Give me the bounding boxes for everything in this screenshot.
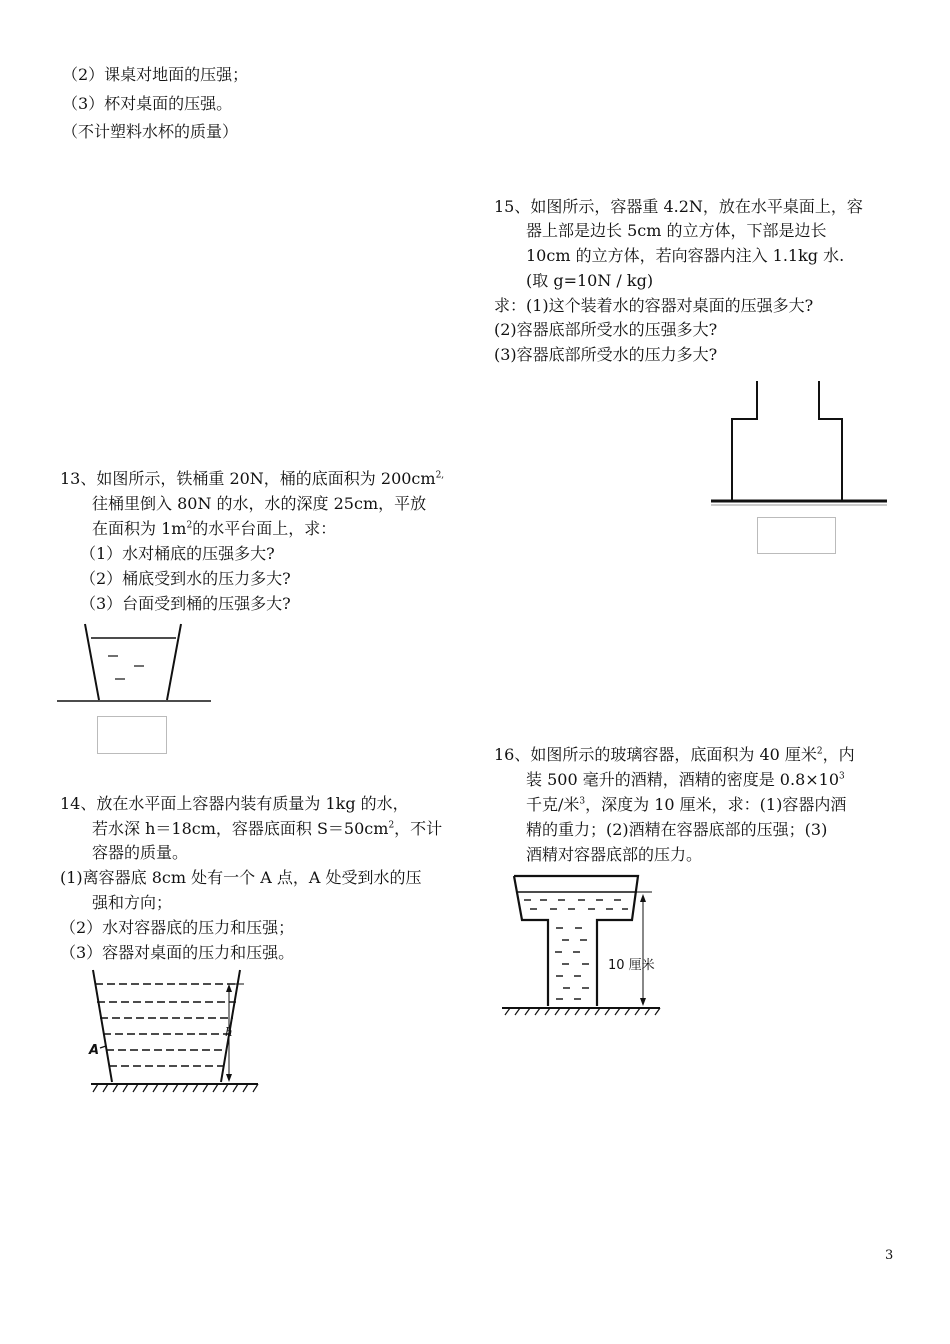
q14-label-a: A — [89, 1043, 100, 1058]
q16-container-outline — [514, 876, 638, 1006]
q14-line-3: 容器的质量。 — [92, 843, 189, 862]
q16-line-2-sup: 3 — [839, 771, 845, 782]
q15-line-7: (3)容器底部所受水的压力多大? — [494, 345, 718, 364]
q13-answer-box[interactable] — [97, 716, 167, 754]
q14-label-h: h — [225, 1025, 233, 1039]
q14-line-7: （3）容器对桌面的压力和压强。 — [60, 943, 295, 962]
q13-line-3-text-a: 在面积为 1m — [92, 519, 187, 538]
q13-line-3-sup: 2 — [186, 520, 193, 531]
q15-line-1: 15、如图所示，容器重 4.2N，放在水平桌面上，容 — [494, 197, 863, 216]
q13-bucket-figure — [55, 618, 215, 708]
q15-container-outline — [732, 381, 842, 500]
q14-container-walls — [93, 970, 240, 1082]
q15-line-5: 求：(1)这个装着水的容器对桌面的压强多大? — [494, 296, 814, 315]
q13-line-3-text-b: 的水平台面上，求： — [192, 519, 337, 538]
q16-line-3-sup: 3 — [579, 796, 586, 807]
q16-line-1-text-b: ，内 — [822, 745, 855, 764]
top-line-3: （不计塑料水杯的质量） — [62, 122, 239, 141]
q16-line-3 — [526, 793, 846, 817]
q16-glass-container-figure — [500, 870, 665, 1020]
q14-line-2 — [92, 817, 442, 841]
q14-line-6: （2）水对容器底的压力和压强； — [60, 918, 295, 937]
q16-line-5: 酒精对容器底部的压力。 — [526, 845, 703, 864]
q16-line-3-text-b: ，深度为 10 厘米，求：(1)容器内酒 — [585, 795, 847, 814]
q13-bucket-outline — [85, 624, 181, 700]
q15-line-6: (2)容器底部所受水的压强多大? — [494, 320, 718, 339]
q13-line-2: 往桶里倒入 80N 的水，水的深度 25cm，平放 — [92, 494, 427, 513]
q14-line-2-text-a: 若水深 h＝18cm，容器底面积 S＝50cm — [92, 819, 389, 838]
top-line-1: （2）课桌对地面的压强； — [62, 65, 249, 84]
q16-line-1-text-a: 16、如图所示的玻璃容器，底面积为 40 厘米 — [494, 745, 817, 764]
q14-line-2-text-b: ，不计 — [394, 819, 443, 838]
q16-line-2 — [526, 768, 845, 792]
q13-line-5: （2）桶底受到水的压力多大? — [80, 569, 291, 588]
top-line-2: （3）杯对桌面的压强。 — [62, 94, 233, 113]
q14-line-4: (1)离容器底 8cm 处有一个 A 点，A 处受到水的压 — [60, 868, 422, 887]
q14-line-5: 强和方向； — [92, 893, 173, 912]
q15-line-2: 器上部是边长 5cm 的立方体，下部是边长 — [526, 221, 827, 240]
q14-line-2-sup: 2 — [388, 820, 395, 831]
q16-line-1-sup: 2 — [816, 746, 823, 757]
q13-line-1-text: 13、如图所示，铁桶重 20N，桶的底面积为 200cm — [60, 469, 436, 488]
q14-container-figure — [86, 962, 266, 1098]
q16-line-3-text-a: 千克/米 — [526, 795, 580, 814]
q13-line-1 — [60, 467, 444, 491]
q16-line-1 — [494, 743, 855, 767]
q16-liquid-dashes — [524, 900, 628, 999]
q16-depth-label: 10 厘米 — [608, 958, 655, 973]
q16-line-4: 精的重力；(2)酒精在容器底部的压强；(3) — [526, 820, 828, 839]
q13-line-3 — [92, 517, 336, 541]
q16-line-2-text: 装 500 毫升的酒精，酒精的密度是 0.8×10 — [526, 770, 840, 789]
q15-answer-box[interactable] — [757, 517, 836, 554]
q13-line-1-sup: 2, — [435, 470, 445, 481]
q14-line-1: 14、放在水平面上容器内装有质量为 1kg 的水， — [60, 794, 409, 813]
q13-line-4: （1）水对桶底的压强多大? — [80, 544, 275, 563]
q13-line-6: （3）台面受到桶的压强多大? — [80, 594, 291, 613]
q15-line-4: (取 g=10N / kg) — [526, 271, 654, 290]
q14-water-layers — [95, 984, 238, 1066]
q15-line-3: 10cm 的立方体，若向容器内注入 1.1kg 水. — [526, 246, 845, 265]
page-number: 3 — [885, 1248, 894, 1263]
q14-ground-hatching — [93, 1084, 258, 1092]
q16-ground-hatching — [505, 1008, 660, 1015]
q15-container-figure — [705, 375, 895, 515]
